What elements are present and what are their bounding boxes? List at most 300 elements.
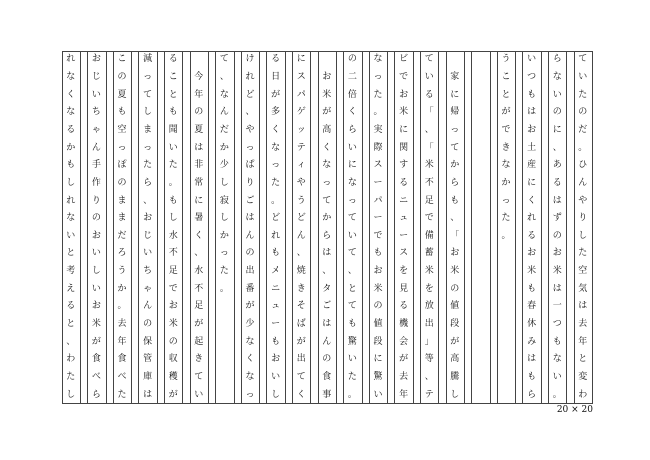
grid-cell: 足 — [194, 301, 204, 312]
grid-cell: る — [66, 301, 76, 312]
grid-cell — [497, 245, 515, 263]
grid-cell: た — [347, 372, 357, 382]
grid-cell: っ — [117, 142, 127, 153]
grid-cell: 実 — [373, 124, 383, 135]
grid-cell: 足 — [168, 266, 178, 277]
grid-cell: た — [501, 213, 511, 224]
grid-cell: は — [527, 354, 537, 365]
grid-cell: り — [91, 195, 101, 206]
grid-cell — [446, 51, 464, 69]
grid-cell: 驚 — [347, 336, 357, 347]
grid-cell: の — [194, 107, 204, 118]
grid-cell — [215, 316, 233, 334]
grid-cell: お — [168, 301, 178, 312]
grid-cell: 家 — [450, 71, 460, 82]
manuscript-column — [548, 51, 566, 404]
grid-cell: な — [552, 354, 562, 365]
grid-cell: が — [245, 301, 255, 312]
grid-cell: と — [501, 89, 511, 100]
grid-cell: 春 — [527, 301, 537, 312]
grid-cell: て — [347, 213, 357, 224]
grid-cell: い — [143, 248, 153, 259]
grid-cell: し — [66, 389, 76, 400]
grid-cell: 米 — [424, 266, 434, 277]
grid-cell: 。 — [219, 283, 229, 294]
grid-cell — [497, 333, 515, 351]
grid-cell: ッ — [296, 124, 306, 135]
grid-cell: 気 — [578, 283, 588, 294]
grid-cell: し — [219, 213, 229, 224]
grid-cell: 収 — [168, 354, 178, 365]
manuscript-column — [420, 51, 438, 404]
grid-cell: い — [194, 389, 204, 400]
grid-cell: 、 — [347, 266, 357, 277]
grid-cell: が — [168, 389, 178, 400]
grid-cell: パ — [373, 195, 383, 206]
grid-cell: る — [399, 301, 409, 312]
column-rule — [182, 51, 183, 404]
grid-cell: ら — [552, 54, 562, 65]
grid-cell: ら — [322, 230, 332, 241]
grid-cell: と — [66, 248, 76, 259]
grid-cell — [471, 192, 489, 210]
grid-cell: 不 — [168, 248, 178, 259]
grid-cell: く — [296, 389, 306, 400]
grid-cell: お — [271, 354, 281, 365]
grid-cell: も — [527, 89, 537, 100]
grid-cell: っ — [143, 142, 153, 153]
grid-cell: た — [168, 160, 178, 171]
grid-cell — [497, 298, 515, 316]
grid-cell: ニ — [399, 195, 409, 206]
column-rule — [131, 51, 132, 404]
grid-cell: な — [322, 160, 332, 171]
grid-cell: 管 — [143, 354, 153, 365]
grid-cell: い — [527, 54, 537, 65]
grid-cell: 空 — [117, 124, 127, 135]
grid-cell: の — [552, 107, 562, 118]
grid-cell: は — [245, 213, 255, 224]
grid-cell: 水 — [168, 230, 178, 241]
grid-cell: あ — [552, 160, 562, 171]
grid-cell: 今 — [194, 71, 204, 82]
grid-cell: が — [450, 336, 460, 347]
grid-cell: 段 — [373, 336, 383, 347]
column-rule — [362, 51, 363, 404]
grid-cell: 年 — [578, 336, 588, 347]
grid-cell: 、 — [424, 372, 434, 382]
grid-cell: な — [219, 89, 229, 100]
column-rule — [566, 51, 567, 404]
grid-cell: る — [271, 54, 281, 65]
grid-cell — [497, 351, 515, 369]
grid-cell: で — [399, 71, 409, 82]
grid-cell — [471, 228, 489, 246]
sheet-border — [62, 403, 593, 404]
grid-cell: 倍 — [347, 89, 357, 100]
column-rule — [234, 51, 235, 404]
grid-cell: は — [322, 319, 332, 330]
grid-cell: し — [271, 389, 281, 400]
grid-cell: 「 — [424, 107, 434, 118]
grid-cell: ま — [117, 213, 127, 224]
grid-cell: ー — [271, 319, 281, 330]
grid-cell — [215, 386, 233, 404]
grid-cell: や — [578, 195, 588, 206]
grid-cell: も — [373, 248, 383, 259]
grid-cell: 出 — [296, 354, 306, 365]
grid-cell — [471, 298, 489, 316]
grid-cell: な — [66, 107, 76, 118]
grid-cell: 。 — [578, 142, 588, 153]
grid-cell: の — [117, 71, 127, 82]
sheet-border — [592, 51, 593, 404]
grid-cell: ィ — [296, 160, 306, 171]
grid-cell: の — [578, 107, 588, 118]
grid-cell: ん — [322, 336, 332, 347]
grid-cell: な — [66, 213, 76, 224]
grid-cell: た — [373, 89, 383, 100]
grid-cell: る — [424, 89, 434, 100]
grid-cell: 。 — [271, 195, 281, 206]
grid-cell: く — [194, 230, 204, 241]
grid-cell: ん — [578, 177, 588, 188]
grid-cell: 多 — [271, 107, 281, 118]
grid-cell: 不 — [194, 283, 204, 294]
grid-cell: 出 — [245, 266, 255, 277]
grid-cell: い — [552, 89, 562, 100]
grid-cell: ま — [117, 195, 127, 206]
grid-cell: だ — [219, 124, 229, 135]
grid-cell: 「 — [450, 230, 460, 241]
grid-cell: な — [552, 71, 562, 82]
manuscript-column — [62, 51, 80, 404]
grid-cell: が — [399, 354, 409, 365]
grid-cell: ら — [450, 177, 460, 188]
grid-cell: い — [347, 230, 357, 241]
grid-size-label: 20 × 20 — [556, 405, 593, 415]
grid-cell: が — [501, 107, 511, 118]
grid-cell: て — [578, 54, 588, 65]
grid-cell: た — [66, 372, 76, 382]
grid-cell — [497, 369, 515, 387]
grid-cell: 。 — [347, 389, 357, 400]
grid-cell: 焼 — [296, 266, 306, 277]
grid-cell: お — [91, 301, 101, 312]
grid-cell: は — [552, 283, 562, 294]
grid-cell: 食 — [322, 372, 332, 382]
grid-cell — [497, 316, 515, 334]
grid-cell: 去 — [578, 319, 588, 330]
grid-cell: 保 — [143, 336, 153, 347]
column-rule — [208, 51, 209, 404]
grid-cell: と — [168, 89, 178, 100]
grid-cell: い — [91, 89, 101, 100]
grid-cell: 不 — [424, 177, 434, 188]
grid-cell: け — [245, 54, 255, 65]
manuscript-column — [394, 51, 412, 404]
grid-cell: 備 — [424, 230, 434, 241]
grid-cell: て — [347, 248, 357, 259]
grid-cell: 、 — [66, 336, 76, 347]
grid-cell: 番 — [245, 283, 255, 294]
grid-cell: の — [168, 336, 178, 347]
grid-cell: も — [347, 319, 357, 330]
grid-cell: 。 — [501, 230, 511, 241]
grid-cell: 庫 — [143, 372, 153, 382]
grid-cell: 見 — [399, 283, 409, 294]
grid-cell: ち — [91, 107, 101, 118]
grid-cell: る — [552, 177, 562, 188]
column-rule — [310, 51, 311, 404]
grid-cell: っ — [219, 248, 229, 259]
grid-cell: い — [66, 230, 76, 241]
grid-cell: で — [373, 230, 383, 241]
grid-cell — [215, 333, 233, 351]
grid-cell: が — [322, 107, 332, 118]
column-rule — [259, 51, 260, 404]
grid-cell: の — [91, 213, 101, 224]
grid-cell: い — [347, 142, 357, 153]
grid-cell: や — [296, 177, 306, 188]
grid-cell: お — [552, 248, 562, 259]
grid-cell: り — [578, 213, 588, 224]
manuscript-column — [138, 51, 156, 404]
grid-cell: ば — [296, 319, 306, 330]
grid-cell: ん — [143, 301, 153, 312]
grid-cell: ゃ — [143, 283, 153, 294]
grid-cell: に — [527, 177, 537, 188]
grid-cell: ビ — [399, 54, 409, 65]
grid-cell: 騰 — [450, 372, 460, 382]
grid-cell: 、 — [219, 71, 229, 82]
grid-cell: 土 — [527, 142, 537, 153]
grid-cell: 少 — [245, 319, 255, 330]
manuscript-column — [87, 51, 105, 404]
grid-cell: ひ — [578, 160, 588, 171]
manuscript-column — [471, 51, 489, 404]
grid-cell: 年 — [194, 89, 204, 100]
grid-cell: の — [373, 301, 383, 312]
grid-cell: も — [271, 248, 281, 259]
grid-cell: が — [194, 319, 204, 330]
grid-cell: ら — [347, 124, 357, 135]
grid-cell: 夏 — [117, 89, 127, 100]
grid-cell: た — [271, 177, 281, 188]
grid-cell: 空 — [578, 266, 588, 277]
grid-cell: ス — [399, 248, 409, 259]
grid-cell: 米 — [399, 107, 409, 118]
grid-cell: に — [296, 54, 306, 65]
grid-cell: 事 — [322, 389, 332, 400]
grid-cell: り — [245, 177, 255, 188]
grid-cell: 米 — [91, 319, 101, 330]
grid-cell: も — [66, 160, 76, 171]
grid-cell: ー — [373, 177, 383, 188]
grid-cell: お — [527, 124, 537, 135]
grid-cell: し — [66, 177, 76, 188]
column-rule — [515, 51, 516, 404]
grid-cell: 少 — [219, 160, 229, 171]
manuscript-column — [215, 51, 233, 404]
column-rule — [438, 51, 439, 404]
grid-cell — [471, 157, 489, 175]
grid-cell: て — [296, 372, 306, 382]
grid-cell: る — [168, 54, 178, 65]
grid-cell: 高 — [450, 354, 460, 365]
grid-cell: 関 — [399, 142, 409, 153]
grid-cell: の — [322, 354, 332, 365]
grid-cell: の — [347, 54, 357, 65]
grid-cell: 放 — [424, 301, 434, 312]
grid-cell: う — [296, 195, 306, 206]
grid-cell: く — [527, 195, 537, 206]
grid-cell — [497, 280, 515, 298]
grid-cell: な — [373, 54, 383, 65]
grid-cell: 夏 — [194, 124, 204, 135]
grid-cell: る — [66, 124, 76, 135]
grid-cell — [471, 351, 489, 369]
grid-cell: っ — [347, 195, 357, 206]
grid-cell — [471, 316, 489, 334]
grid-cell: を — [424, 283, 434, 294]
grid-cell: し — [91, 266, 101, 277]
grid-cell: す — [399, 160, 409, 171]
grid-cell: は — [527, 107, 537, 118]
grid-cell: で — [424, 213, 434, 224]
grid-cell: た — [143, 160, 153, 171]
grid-cell: だ — [578, 124, 588, 135]
grid-cell: れ — [527, 213, 537, 224]
grid-cell: い — [91, 283, 101, 294]
grid-cell: っ — [245, 389, 255, 400]
grid-cell: い — [168, 142, 178, 153]
grid-cell: 。 — [168, 177, 178, 188]
grid-cell — [471, 386, 489, 404]
grid-cell: し — [168, 213, 178, 224]
grid-cell: ど — [271, 213, 281, 224]
grid-cell: っ — [271, 160, 281, 171]
column-rule — [387, 51, 388, 404]
grid-cell: 「 — [424, 142, 434, 153]
grid-cell: 米 — [322, 89, 332, 100]
grid-cell: お — [450, 248, 460, 259]
grid-cell: ま — [143, 124, 153, 135]
grid-cell: っ — [322, 177, 332, 188]
grid-cell: っ — [501, 195, 511, 206]
grid-cell: メ — [271, 266, 281, 277]
manuscript-column — [574, 51, 592, 404]
grid-cell: パ — [296, 89, 306, 100]
grid-cell: え — [66, 283, 76, 294]
grid-cell: 非 — [194, 160, 204, 171]
grid-cell: い — [424, 71, 434, 82]
grid-cell: 常 — [194, 177, 204, 188]
grid-cell: は — [143, 389, 153, 400]
grid-cell: た — [578, 89, 588, 100]
grid-cell: ぽ — [117, 160, 127, 171]
grid-cell: ん — [91, 142, 101, 153]
grid-cell: の — [117, 177, 127, 188]
grid-cell: う — [501, 54, 511, 65]
grid-cell: な — [245, 336, 255, 347]
manuscript-sheet — [62, 51, 593, 404]
manuscript-column — [318, 51, 336, 404]
grid-cell — [471, 210, 489, 228]
grid-cell: に — [552, 124, 562, 135]
grid-cell: 去 — [399, 372, 409, 382]
grid-cell: を — [399, 266, 409, 277]
column-rule — [490, 51, 491, 404]
grid-cell: お — [322, 71, 332, 82]
grid-cell — [471, 86, 489, 104]
grid-cell: し — [450, 389, 460, 400]
grid-cell: 水 — [194, 266, 204, 277]
grid-cell: ど — [296, 213, 306, 224]
grid-cell: は — [194, 142, 204, 153]
grid-cell: な — [245, 372, 255, 382]
grid-cell: も — [527, 372, 537, 382]
column-rule — [336, 51, 337, 404]
grid-cell: 際 — [373, 142, 383, 153]
grid-cell: き — [194, 354, 204, 365]
grid-cell: 段 — [450, 319, 460, 330]
grid-cell: お — [91, 230, 101, 241]
grid-cell: く — [66, 89, 76, 100]
grid-cell: お — [373, 266, 383, 277]
grid-cell: 日 — [271, 71, 281, 82]
sheet-border — [62, 51, 593, 52]
grid-cell: タ — [322, 283, 332, 294]
grid-cell: も — [271, 336, 281, 347]
grid-cell — [215, 369, 233, 387]
grid-cell — [215, 351, 233, 369]
grid-cell: く — [271, 124, 281, 135]
grid-cell: 驚 — [373, 372, 383, 382]
grid-cell: い — [91, 248, 101, 259]
grid-cell: 値 — [450, 301, 460, 312]
grid-cell: ず — [552, 213, 562, 224]
manuscript-column — [266, 51, 284, 404]
grid-cell: わ — [578, 389, 588, 400]
grid-cell: し — [143, 107, 153, 118]
grid-cell: 。 — [117, 301, 127, 312]
grid-cell: そ — [296, 301, 306, 312]
grid-cell: の — [552, 230, 562, 241]
grid-cell: も — [527, 283, 537, 294]
grid-cell: ゃ — [91, 124, 101, 135]
grid-cell: が — [271, 89, 281, 100]
grid-cell: も — [450, 195, 460, 206]
grid-cell: が — [91, 336, 101, 347]
grid-cell: 。 — [373, 107, 383, 118]
grid-cell: ど — [245, 89, 255, 100]
grid-cell: の — [450, 283, 460, 294]
grid-cell: 米 — [552, 266, 562, 277]
grid-cell: か — [501, 177, 511, 188]
grid-cell: き — [296, 283, 306, 294]
grid-cell: 、 — [245, 107, 255, 118]
grid-cell: 米 — [424, 160, 434, 171]
column-rule — [413, 51, 414, 404]
grid-cell: 高 — [322, 124, 332, 135]
grid-cell: 帰 — [450, 107, 460, 118]
grid-cell: い — [271, 372, 281, 382]
grid-cell: 起 — [194, 336, 204, 347]
grid-cell: て — [322, 195, 332, 206]
grid-cell: 、 — [322, 266, 332, 277]
grid-cell: じ — [143, 230, 153, 241]
